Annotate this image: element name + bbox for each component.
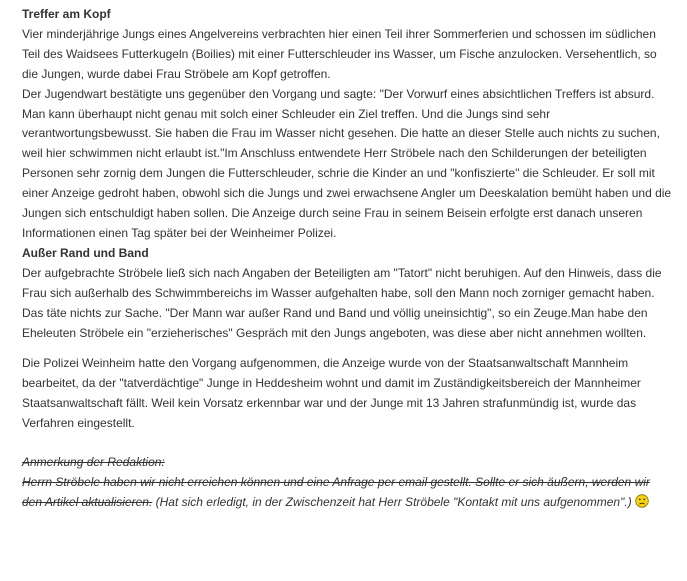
editor-note-update-text: (Hat sich erledigt, in der Zwischenzeit hat Herr Ströbele "Kontakt mit uns aufgenommen".)	[152, 494, 632, 509]
paragraph-intro: Vier minderjährige Jungs eines Angelvereins verbrachten hier einen Teil ihrer Sommerferien und schossen im südlichen Teil des Waidsees Futterkugeln (Boilies) mit einer Futterschleuder ins Wasser, um Fische anzulocken. Versehentlich, so die Jungen, wurde dabei Frau Ströbele am Kopf getroffen.	[22, 26, 657, 81]
smiley-icon	[635, 494, 649, 508]
heading-ausser-rand-und-band: Außer Rand und Band	[22, 245, 149, 260]
editor-note-struck-text: Herrn Ströbele haben wir nicht erreichen können und eine Anfrage per email gestellt. Sollte er sich äußern, werden wir den Artikel aktualisieren.	[22, 474, 650, 509]
editor-note-label: Anmerkung der Redaktion:	[22, 455, 165, 470]
paragraph-jugendwart: Der Jugendwart bestätigte uns gegenüber den Vorgang und sagte: "Der Vorwurf eines absichtlichen Treffers ist absurd. Man kann überhaupt nicht genau mit solch einer Schleuder ein Ziel treffen. Und die Jungs sind sehr verantwortungsbewusst. Sie haben die Frau im Wasser nicht gesehen. Die hatte an dieser Stelle auch nichts zu suchen, weil hier schwimmen nicht erlaubt ist."Im Anschluss entwendete Herr Ströbele nach den Schilderungen der beteiligten Personen sehr zornig dem Jungen die Futterschleuder, schrie die Kinder an und "konfiszierte" die Schleuder. Er soll mit einer Anzeige gedroht haben, obwohl sich die Jungs und zwei erwachsene Angler um Deeskalation bemüht haben und die Jungen sich entschuldigt haben sollen. Die Anzeige durch seine Frau in seinem Beisein erfolgte erst danach unseren Informationen einen Tag später bei der Weinheimer Polizei.	[22, 86, 672, 240]
heading-treffer-am-kopf: Treffer am Kopf	[22, 7, 111, 21]
editor-note	[22, 453, 672, 513]
article	[22, 5, 672, 513]
paragraph-stroebele: Der aufgebrachte Ströbele ließ sich nach Angaben der Beteiligten am "Tatort" nicht beruhigen. Auf den Hinweis, dass die Frau sich außerhalb des Schwimmbereichs im Wasser aufgehalten habe, soll den Mann noch zorniger gemacht haben. Das täte nichts zur Sache. "Der Mann war außer Rand und Band und völlig uneinsichtig", so ein Zeuge.Man habe den Eheleuten Ströbele ein "erzieherisches" Gespräch mit den Jungs angeboten, was diese aber nicht annehmen wollten.	[22, 265, 662, 340]
paragraph-polizei: Die Polizei Weinheim hatte den Vorgang aufgenommen, die Anzeige wurde von der Staatsanwaltschaft Mannheim bearbeitet, da der "tatverdächtige" Junge in Heddesheim wohnt und damit im Zuständigkeitsbereich der Mannheimer Staatsanwaltschaft fällt. Weil kein Vorsatz erkennbar war und der Junge mit 13 Jahren strafunmündig ist, wurde das Verfahren eingestellt.	[22, 356, 641, 431]
